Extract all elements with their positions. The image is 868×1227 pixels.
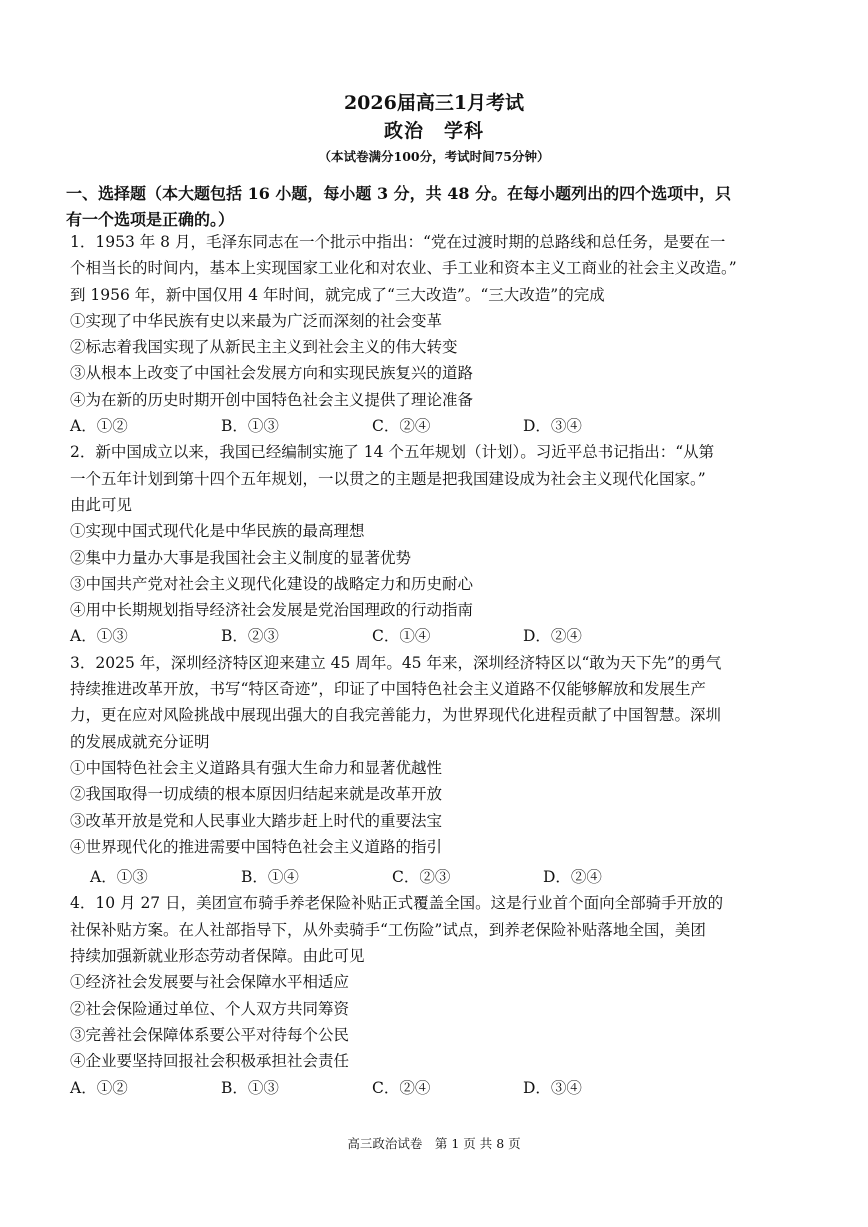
statement: ③从根本上改变了中国社会发展方向和实现民族复兴的道路 [70, 364, 474, 383]
option-b: B．①③ [221, 1078, 279, 1097]
answer-options [70, 413, 810, 439]
question-stem-line: 4．10 月 27 日，美团宣布骑手养老保险补贴正式覆盖全国。这是行业首个面向全部骑手开放的 [70, 894, 724, 913]
question-stem-line: 由此可见 [70, 495, 133, 514]
option-b: B．①③ [221, 417, 279, 436]
statement: ①实现中国式现代化是中华民族的最高理想 [70, 522, 365, 541]
answer-options [70, 1075, 810, 1101]
option-a: A．①③ [70, 627, 128, 646]
exam-subject: 政治 学科 [383, 120, 484, 142]
exam-title: 2026届高三1月考试 [343, 92, 525, 114]
question-stem-line: 持续加强新就业形态劳动者保障。由此可见 [70, 947, 365, 966]
option-a: A．①② [70, 417, 128, 436]
question-stem-line: 3．2025 年，深圳经济特区迎来建立 45 周年。45 年来，深圳经济特区以“敢为天下先”的勇气 [70, 653, 722, 672]
option-a: A．①② [70, 1078, 128, 1097]
answer-options [70, 623, 810, 649]
statement: ③完善社会保障体系要公平对待每个公民 [70, 1025, 350, 1044]
option-d: D．③④ [523, 1078, 582, 1097]
option-d: D．②④ [523, 627, 582, 646]
option-d: D．②④ [543, 868, 602, 887]
statement: ④企业要坚持回报社会积极承担社会责任 [70, 1052, 350, 1071]
statement: ②我国取得一切成绩的根本原因归结起来就是改革开放 [70, 785, 443, 804]
question-3 [70, 650, 810, 891]
statement: ③改革开放是党和人民事业大踏步赶上时代的重要法宝 [70, 811, 443, 830]
section-heading-line: 一、选择题（本大题包括 16 小题，每小题 3 分，共 48 分。在每小题列出的四个选项中，只 [66, 184, 732, 203]
statement: ②社会保险通过单位、个人双方共同筹资 [70, 999, 350, 1018]
statement: ②标志着我国实现了从新民主主义到社会主义的伟大转变 [70, 338, 458, 357]
statement: ①中国特色社会主义道路具有强大生命力和显著优越性 [70, 758, 443, 777]
statement: ④为在新的历史时期开创中国特色社会主义提供了理论准备 [70, 390, 474, 409]
question-stem-line: 2．新中国成立以来，我国已经编制实施了 14 个五年规划（计划）。习近平总书记指出：“从第 [70, 443, 715, 462]
statement: ①经济社会发展要与社会保障水平相适应 [70, 973, 350, 992]
option-a: A．①③ [90, 868, 148, 887]
statement: ②集中力量办大事是我国社会主义制度的显著优势 [70, 548, 412, 567]
page-footer: 高三政治试卷 第 1 页 共 8 页 [347, 1136, 521, 1151]
section-heading-line: 有一个选项是正确的。） [66, 210, 235, 230]
answer-options [70, 864, 810, 890]
exam-note: （本试卷满分100分，考试时间75分钟） [318, 149, 550, 164]
question-stem-line: 持续推进改革开放，书写“特区奇迹”，印证了中国特色社会主义道路不仅能够解放和发展生产 [70, 680, 706, 699]
question-stem-line: 到 1956 年，新中国仅用 4 年时间，就完成了“三大改造”。“三大改造”的完成 [70, 285, 605, 304]
question-stem-line: 一个五年计划到第十四个五年规划，一以贯之的主题是把我国建设成为社会主义现代化国家。” [70, 469, 706, 488]
question-2 [70, 439, 810, 649]
option-c: C．②③ [392, 868, 451, 887]
statement: ③中国共产党对社会主义现代化建设的战略定力和历史耐心 [70, 574, 474, 593]
question-stem-line: 力，更在应对风险挑战中展现出强大的自我完善能力，为世界现代化进程贡献了中国智慧。深圳 [70, 706, 722, 725]
option-c: C．②④ [372, 417, 431, 436]
option-d: D．③④ [523, 417, 582, 436]
question-stem-line: 个相当长的时间内，基本上实现国家工业化和对农业、手工业和资本主义工商业的社会主义改造。” [70, 259, 737, 278]
option-b: B．①④ [241, 868, 299, 887]
statement: ④用中长期规划指导经济社会发展是党治国理政的行动指南 [70, 601, 474, 620]
question-4 [70, 890, 810, 1100]
question-stem-line: 社保补贴方案。在人社部指导下，从外卖骑手“工伤险”试点，到养老保险补贴落地全国，美团 [70, 920, 706, 939]
option-c: C．①④ [372, 627, 431, 646]
question-1 [70, 229, 810, 439]
option-c: C．②④ [372, 1078, 431, 1097]
question-stem-line: 的发展成就充分证明 [70, 732, 210, 751]
section-heading [66, 181, 806, 234]
option-b: B．②③ [221, 627, 279, 646]
statement: ①实现了中华民族有史以来最为广泛而深刻的社会变革 [70, 311, 443, 330]
statement: ④世界现代化的推进需要中国特色社会主义道路的指引 [70, 837, 443, 856]
question-stem-line: 1．1953 年 8 月，毛泽东同志在一个批示中指出：“党在过渡时期的总路线和总任务，是要在一 [70, 233, 726, 251]
question-list [70, 229, 810, 1101]
